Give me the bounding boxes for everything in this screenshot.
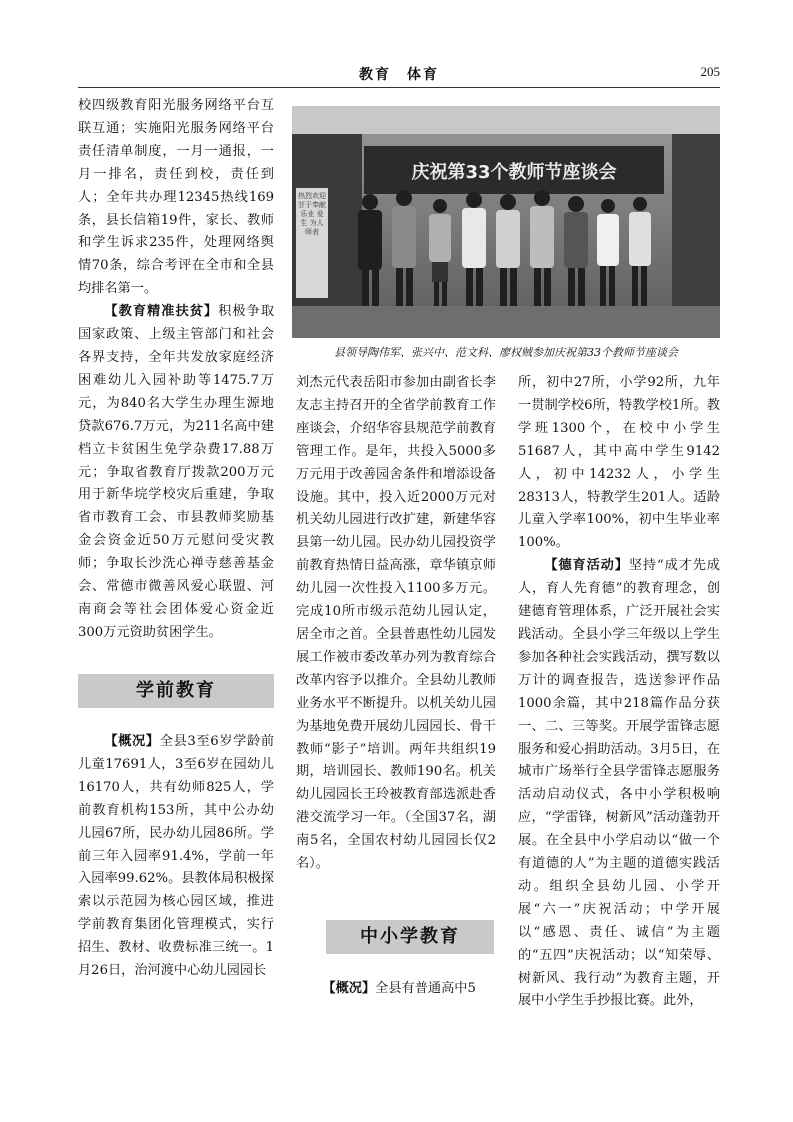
running-header <box>78 64 720 86</box>
column-1 <box>78 95 274 645</box>
entry-tag: 【德育活动】 <box>544 558 629 574</box>
entry-text: 坚持“成才先成人，育人先育德”的教育理念，创建德育管理体系，广泛开展社会实践活动。全县小学三年级以上学生参加各种社会实践活动，撰写数以万计的调查报告，选送参评作品1000余篇，其中218篇作品分获一、二、三等奖。开展学雷锋志愿服务和爱心捐助活动。3月5日，在城市广场举行全县学雷锋志愿服务活动启动仪式，各中小学积极响应，“学雷锋，树新风”活动蓬勃开展。在全县中小学启动以“做一个有道德的人”为主题的道德实践活动。组织全县幼儿园、小学开展“六一”庆祝活动；中学开展以“感恩、责任、诚信”为主题的“五四”庆祝活动；以“知荣辱、树新风、我行动”为教育主题，开展中小学生手抄报比赛。此外， <box>518 558 720 1009</box>
banner-text: 庆祝第33个教师节座谈会 <box>411 162 617 183</box>
header-rule <box>78 87 720 88</box>
paragraph-preschool-investment: 刘杰元代表岳阳市参加由副省长李友志主持召开的全省学前教育工作座谈会，介绍华容县规范学前教育管理工作。是年，共投入5000多万元用于改善园舍条件和增添设备设施。其中，投入近2000万元对机关幼儿园进行改扩建，新建华容县第一幼儿园。民办幼儿园投资学前教育热情日益高涨，章华镇京师幼儿园一次性投入1100多万元。完成10所市级示范幼儿园认定，居全市之首。全县普惠性幼儿园发展工作被市委改革办列为教育综合改革内容予以推介。全县幼儿教师业务水平不断提升。以机关幼儿园为基地免费开展幼儿园园长、骨干教师“影子”培训。两年共组织19期，培训园长、教师190名。机关幼儿园园长王玲被教育部选派赴香港交流学习一年。（全国37名，湖南5名，全国农村幼儿园园长仅2名）。 <box>296 375 496 872</box>
paragraph-poverty-aid <box>78 301 274 645</box>
entry-text: 全县3至6岁学龄前儿童17691人，3至6岁在园幼儿16170人，共有幼师825人，学前教育机构153所，其中公办幼儿园67所，民办幼儿园86所。学前三年入园率91.4%，学前一年入园率99.62%。县教体局积极探索以示范园为核心园区域，推进学前教育集团化管理模式，实行招生、教材、收费标准三统一。1月26日，治河渡中心幼儿园园长 <box>78 734 275 979</box>
column-2-continued <box>296 978 496 1001</box>
column-1-continued <box>78 731 274 983</box>
section-title-preschool: 学前教育 <box>78 674 274 708</box>
column-3 <box>518 372 720 1013</box>
paragraph-school-statistics: 所，初中27所，小学92所，九年一贯制学校6所，特教学校1所。教学班1300个，在校中小学生51687人，其中高中学生9142人，初中14232人，小学生28313人，特教学生201人。适龄儿童入学率100%，初中生毕业率100%。 <box>518 375 720 551</box>
side-board-text: 热烈欢迎 甘于奉献 乐业 爱生 为人师表 <box>298 192 326 236</box>
entry-text: 积极争取国家政策、上级主管部门和社会各界支持，全年共发放家庭经济困难幼儿入园补助等1475.7万元，为840名大学生办理生源地贷款676.7万元，为211名高中建档立卡贫困生免学杂费17.88万元；争取省教育厅拨款200万元用于新华垸学校灾后重建，争取省市教育工会、市县教师奖励基金会资金近50万元慰问受灾教师；争取长沙洗心禅寺慈善基金会、常德市微善风爱心联盟、河南商会等社会团体爱心资金近300万元资助贫困学生。 <box>78 304 275 640</box>
paragraph-moral-education <box>518 555 720 1013</box>
event-photo <box>292 106 720 338</box>
paragraph-primary-secondary-overview <box>296 978 496 1001</box>
paragraph-sunshine-service: 校四级教育阳光服务网络平台互联互通；实施阳光服务网络平台责任清单制度，一月一通报，一月一排名，责任到校，责任到人；全年共办理12345热线169条，县长信箱19件，家长、教师和学生诉求235件，处理网络舆情70条，综合考评在全市和全县均排名第一。 <box>78 98 274 297</box>
entry-tag: 【概况】 <box>322 981 376 996</box>
entry-tag: 【教育精准扶贫】 <box>104 304 219 320</box>
photo-caption: 县领导陶伟军、张兴中、范文科、廖权贼参加庆祝第33个教师节座谈会 <box>334 346 678 359</box>
column-2 <box>296 372 496 876</box>
event-photo-illustration <box>292 106 720 338</box>
section-title-primary-secondary: 中小学教育 <box>326 920 494 954</box>
entry-text: 全县有普通高中5 <box>375 981 476 996</box>
header-title: 教育 体育 <box>359 67 439 83</box>
page-number: 205 <box>700 64 720 79</box>
paragraph-preschool-overview <box>78 731 274 983</box>
entry-tag: 【概况】 <box>104 734 160 749</box>
